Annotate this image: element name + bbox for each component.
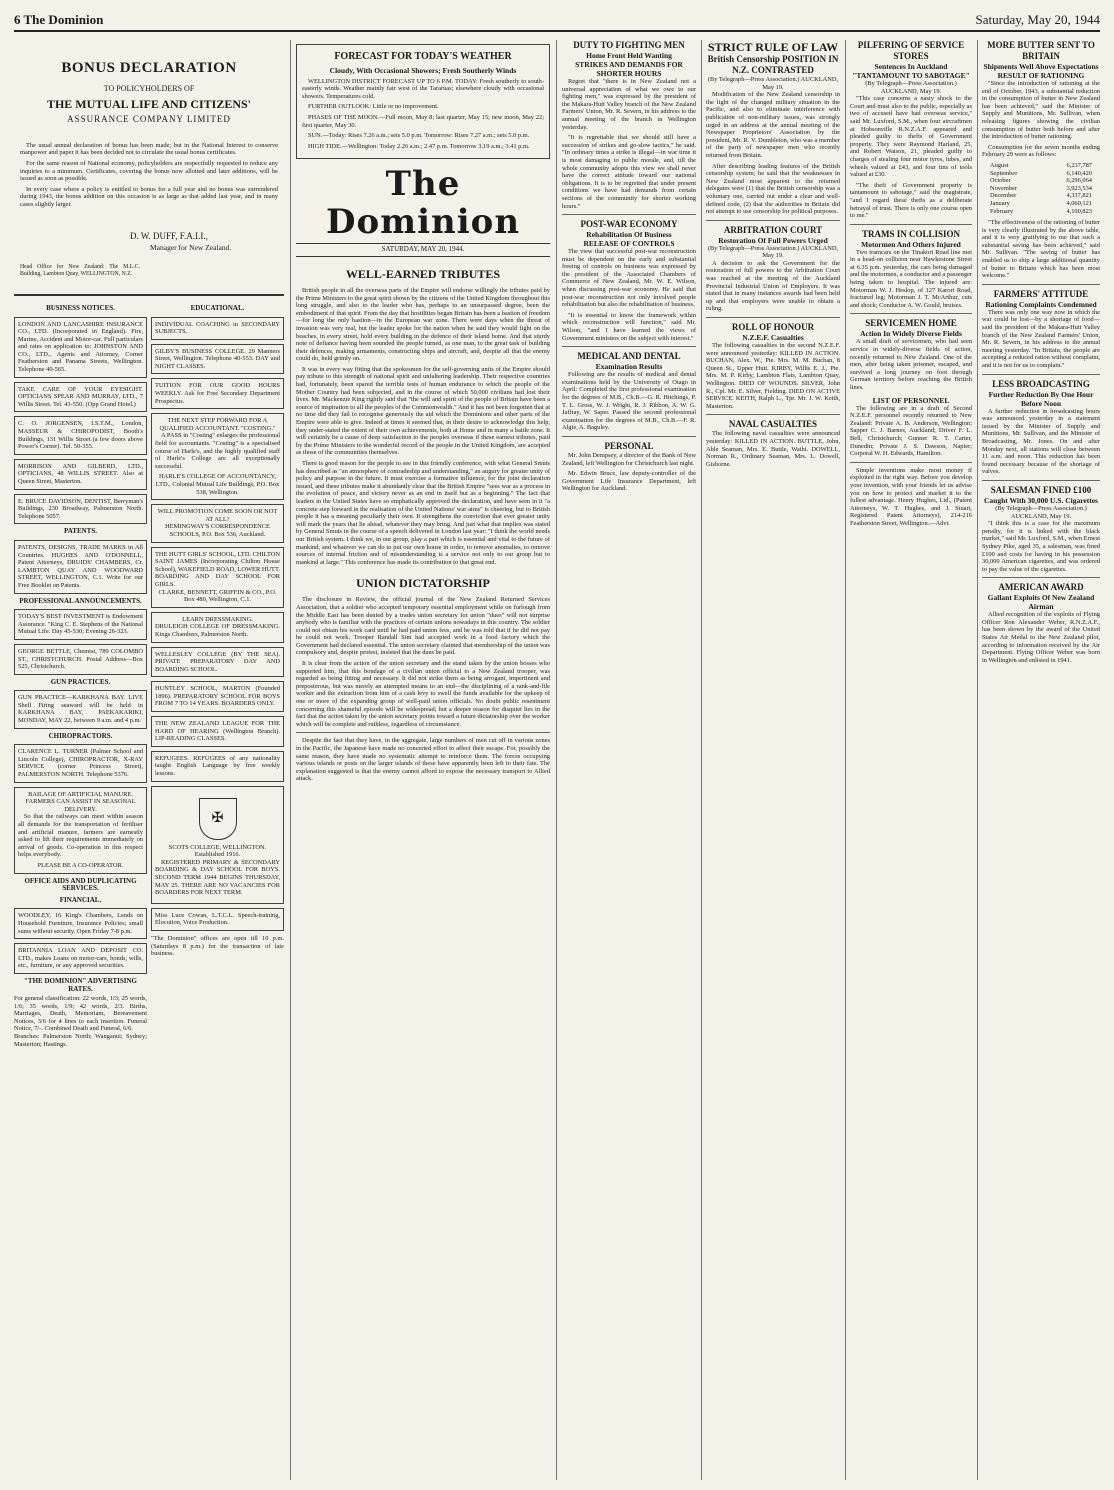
cooperate-text: PLEASE BE A CO-OPERATOR.: [37, 861, 124, 869]
butter-sub2: RESULT OF RATIONING: [997, 71, 1085, 80]
table-row: October 6,296,064: [990, 177, 1092, 185]
service-title: SERVICEMEN HOME: [865, 318, 957, 329]
medical-p1: Following are the results of medical and dental examinations held by the University of Otago in April: Completed the first professional examination for the degrees of M.B., Ch.B.—G. R. Hitchings, P. T. L. Gross, W. J. Wright, R. J. Ribbon, A. W. G. Jaffray, W. Saper. Passed the second professional examination for the degrees of M.B., Ch.B.—F. R. Algie, A. Baguley.: [562, 371, 696, 432]
clarke-text: CLARKE, BENNETT, GRIFFIN & CO., P.O. Box 480, Wellington, C.1.: [158, 588, 277, 604]
table-row: December 4,337,821: [990, 192, 1092, 200]
hard-hearing-ad: THE NEW ZEALAND LEAGUE FOR THE HARD OF HEARING (Wellington Branch). LIP-READING CLASSES.: [151, 716, 284, 747]
farmers-sub: Rationing Complaints Condemned: [985, 299, 1097, 309]
naval-title: NAVAL CASUALTIES: [728, 419, 818, 430]
lancashire-ad: LONDON AND LANCASHIRE INSURANCE CO., LTD. (Incorporated in England). Fire, Marine, Accident and Motor-car. Full particulars and rates on application to: JOHNSTON AND CO., LTD., Agents and Attorney, Corner Featherston and Panama Streets, Wellington. Telephone 40-565.: [14, 317, 147, 378]
pilfer-p2: "The theft of Government property is tantamount to sabotage," said the magistrate, "and I regard these thefts as a deliberate betrayal of trust. There is only one course open to me.": [850, 181, 972, 220]
scots-text: REGISTERED PRIMARY & SECONDARY BOARDING & DAY SCHOOL FOR BOYS. SECOND TERM 1944 BEGINS THURSDAY, MAY 25. THERE ARE NO VACANCIES FOR BOARDERS FOR NEXT TERM.: [155, 858, 280, 897]
weather-box: [296, 44, 550, 159]
weather-district: WELLINGTON DISTRICT FORECAST UP TO 6 P.M. TODAY: Fresh southerly to south-easterly winds. Weather mainly fair west of the Tararuas; elsewhere cloudy with occasional showers. Temperatures cold.: [302, 77, 544, 100]
woodley-ad: WOODLEY, 16 King's Chambers, Lends on Household Furniture, Insurance Policies; small sums without security. Open Friday 7-8 p.m.: [14, 908, 147, 939]
harle-text: HARLE'S COLLEGE OF ACCOUNTANCY, LTD., Colonial Mutual Life Buildings, P.O. Box 538, Wellington.: [155, 473, 280, 496]
classified-col-left: [14, 301, 147, 1048]
table-row: August 6,237,787: [990, 161, 1092, 169]
postwar-p2: "It is essential to know the framework within which reconstruction will function," said Mr. Wilson, "and I have learned the views of Government ministers on the subject with interest.": [562, 311, 696, 342]
manure-title: BAILAGE OF ARTIFICIAL MANURE. FARMERS CAN ASSIST IN SEASONAL DELIVERY.: [25, 790, 136, 813]
professional-heading: PROFESSIONAL ANNOUNCEMENTS.: [19, 596, 142, 605]
bonus-company2: ASSURANCE COMPANY LIMITED: [67, 114, 231, 125]
pilfer-title: PILFERING OF SERVICE STORES: [857, 40, 965, 61]
druleigh-text: DRULEIGH COLLEGE OF DRESSMAKING. Kings Chambers, Palmerston North.: [155, 623, 280, 638]
butter-table: [990, 162, 1092, 215]
learn-title: LEARN DRESSMAKING.: [182, 615, 253, 623]
refugees-ad: REFUGEES. REFUGEES of any nationality taught English Language by free weekly lessons.: [151, 751, 284, 782]
masthead: [14, 8, 1100, 32]
hemingway-text: HEMINGWAY'S CORRESPONDENCE SCHOOLS, P.O. Box 536, Auckland.: [165, 523, 270, 538]
duty-p2: "It is regrettable that we should still have a succession of strikes and go-slow tactics," he said. "In ordinary times a strike is illegal—in war time it is most damaging to public morale, and, till the whole community adopts this view we shall never have the correct attitude toward our national obligations. It is to be regretted that under present conditions we have had demands from certain sections of the community for shorter working hours.": [562, 134, 696, 210]
weather-moon: PHASES OF THE MOON.—Full moon, May 8; last quarter, May 15; new moon, May 22; first quarter, May 30.: [302, 113, 544, 129]
farmers-p1: There was only one way now in which the war could be lost—by a shortage of food—said the president of the Makara-Hutt Valley branch of the New Zealand Farmers' Union, Mr. R. Severn, in his address to the annual meeting yesterday. "In Britain, the people are accepting a reduced ration without complaint, and it is not for us to complain.": [982, 308, 1100, 369]
arb-sub: Restoration Of Full Powers Urged: [718, 235, 828, 245]
bonus-para2: For the same reason of National economy, policyholders are respectfully requested to reduce any inquiries to a minimum. Certificates, covering the bonus now allotted and later additions, will be issued as soon as possible.: [20, 159, 278, 183]
classified-grid: [14, 301, 284, 1048]
editorial2-p2: It is clear from the action of the union secretary and the stand taken by the union bosses who supported him, that this bondage of a civilian union official to a New Zealand trooper, was regarded as being fitting and necessary. It did not strike them as being arrogant, impertinent and preposterous, but was merely an attempted means to an end—the disciplining of a rank-and-file worker and the extraction from him of a cash levy to swell the funds available for the upkeep of one or more of the expanding group of well-paid union officials. No doubt public resentment concerning this shameful episode will be widespread; but a deeper reason for disquiet lies in the fact that the action taken by the union secretary points toward a future dictatorship over the worker which will be complete and ruthless, regardless of circumstance.: [296, 660, 550, 728]
pilfer-p1: "This case concerns a nasty shock to the Court and must also to the public, especially as two of accused have had overseas service," said Mr. Luxford, S.M., when four aircraftmen at Hobsonville R.N.Z.A.F. appeared and pleaded guilty to thefts of Government property. They were Raymond Harland, 25, and Robert Watson, 21, pleaded guilty to charges of stealing four motor tyres, tubes, and wheels valued at £43, and four tins of tools valued at £30.: [850, 95, 972, 179]
chiropractors-heading: CHIROPRACTORS.: [48, 731, 113, 740]
strict-by: (By Telegraph—Press Association.) AUCKLAND, May 19.: [707, 76, 839, 91]
service-p1: A small draft of servicemen, who had seen service in widely-diverse fields of action, recently returned to New Zealand. One of the men, after being taken prisoner, escaped, and survived a long journey on foot through German territory before reaching the British lines.: [850, 338, 972, 391]
editorial1-title: WELL-EARNED TRIBUTES: [345, 266, 501, 281]
naval-p1: The following naval casualties were announced yesterday: KILLED IN ACTION. BUTTLE, John, Able Seaman, Mrs. E. Buttle, Waihi. DOWELL, Norman R., Ordinary Seaman, Mrs. L. Dowell, Gisborne.: [706, 430, 840, 468]
column-news-6: [982, 40, 1100, 1480]
weather-tide: HIGH TIDE.—Wellington: Today 2.26 a.m.; 2.47 p.m. Tomorrow 3.19 a.m.; 3.41 p.m.: [308, 142, 530, 150]
butter-sub: Shipments Well Above Expectations: [983, 62, 1099, 71]
strict-p2: After describing leading features of the British censorship system, he said that the weaknesses in New Zealand most apparent to the returned delegates were (1) that the British censorship was a voluntary one, carried out under a clear and well-defined code, (2) that the authorities in Britain did not attempt to use censorship for political purposes.: [706, 162, 840, 216]
hutt-text: THE HUTT GIRLS' SCHOOL, LTD. CHILTON SAINT JAMES (Incorporating Chilton House School), WAKEFIELD ROAD, LOWER HUTT. BOARDING AND DAY SCHOOL FOR GIRLS.: [155, 550, 280, 588]
promotion-ad: [151, 504, 284, 542]
newspaper-banner: The Dominion: [325, 164, 521, 243]
office-footer: "The Dominion" offices are open till 10 p.m. (Saturdays 8 p.m.) for the transaction of late business.: [151, 934, 284, 958]
educational-heading: EDUCATIONAL.: [190, 303, 245, 312]
weather-title: FORECAST FOR TODAY'S WEATHER: [334, 51, 512, 62]
column-editorial: [296, 40, 550, 1480]
gun-heading: GUN PRACTICES.: [50, 677, 111, 686]
lessb-sub: Further Reduction By One Hour Before Noon: [988, 389, 1094, 408]
arb-p1: A decision to ask the Government for the restoration of full powers to the Arbitration Court was reached at the meeting of the Auckland Provincial Industrial Union of Employers. It was stated that in many instances awards had been held up and that employers were unable to obtain a ruling.: [706, 259, 840, 313]
editorial1-p1: British people in all the overseas parts of the Empire will endorse willingly the tributes paid by the Prime Ministers to the great spirit shown by the citizens of the United Kingdom throughout this long struggle, and also to the leader who has, perhaps to an unsurpassed degree, been the embodiment of that spirit. From the day that hostilities began Britain has been a bastion of freedom—for long the only bastion—in the European war zone. There were days when the threat of invasion was very real, but the leader spoke for the nation when he said they would fight on the beaches, in every street, hold every building in the defence of their island home. And that sturdy note of defiance having been sounded the people turned, as one man, to the great task of building their defences, making armaments, constructing ships and aircraft, and, despite all that the enemy could do, held grimly on.: [296, 286, 550, 363]
butter-p2: "The effectiveness of the rationing of butter is very clearly illustrated by the above table, and it is very gratifying to me that such a substantial saving has been achieved," said Mr. Sullivan. "The saving of butter has enabled us to ship a large additional quantity of butter to Britain which has been most welcome.": [982, 219, 1100, 280]
jorgensen-ad: C. O. JORGENSEN, I.S.T.M., London, MASSEUR & CHIROPODIST, Booth's Buildings, 131 Willis Street (a few doors above Power's Corner). Tel. 50-355.: [14, 416, 147, 454]
editorial1-p3: There is good reason for the people to see in this friendly conference, with what General Smuts has described as "an atmosphere of comradeship and understanding," an augury for greater unity of policy and purpose in the future. It must exercise a formative influence, for the joint declaration issued, and these tributes make it abundantly clear that the British Empire "sees war as a process in the evolution of peace, and victory never as an end in itself but as a beginning." The fact that leaders in the United States have so emphatically approved the declaration, and have seen in it "a concrete step forward in the realisation of the United Nations' war aims" is cheering, but to British people it has a meaning peculiarly their own. It strengthens the conviction that ever greater unity will mark the years that lie ahead, whatever they may bring. And just what that implies was stated by General Smuts in the course of a speech delivered in London last year: "I think the world needs our British system. I think we, in our group, play a part which is essential and vital to the future of mankind, and whatever we can do to put our own house in order, to remove anomalies, to remove sources of internal friction and of misunderstanding is a service not only to our group but to mankind at large." This conference has made its contribution to that great end.: [296, 460, 550, 566]
roll-title: ROLL OF HONOUR: [731, 322, 815, 333]
gilby-ad: GILBY'S BUSINESS COLLEGE. 29 Manners Street, Wellington. Telephone 40-553. DAY and NIGHT CLASSES.: [151, 344, 284, 375]
weather-sub: Cloudy, With Occasional Showers; Fresh Southerly Winds: [329, 66, 517, 75]
dressmaking-ad: [151, 612, 284, 643]
morrison-ad: MORRISON AND GILBERD, LTD., OPTICIANS, 48 WILLIS STREET. Also at Queen Street, Masterton.: [14, 459, 147, 490]
bonus-para1: The usual annual declaration of bonus has been made; but in the National Interest to conserve manpower and paper it has been decided not to circulate the usual bonus certificates.: [20, 141, 278, 157]
manure-ad: [14, 787, 147, 874]
next-step-ad: [151, 413, 284, 500]
weather-outlook: FURTHER OUTLOOK: Little or no improvement.: [308, 103, 439, 111]
butter-p1: "Since the introduction of rationing at the end of October, 1943, a substantial reduction in the consumption of butter in New Zealand has been achieved," said the Minister of Supply and Munitions, Mr. Sullivan, when releasing figures showing the civilian consumption of butter both before and after the introduction of butter rationing.: [982, 80, 1100, 141]
tuition-ad: TUITION FOR OUR GOOD HOURS WEEKLY. Ask for Free Secondary Department Prospectus.: [151, 378, 284, 409]
wellesley-ad: WELLESLEY COLLEGE (BY THE SEA). PRIVATE PREPARATORY DAY AND BOARDING SCHOOL.: [151, 647, 284, 678]
sales-by: (By Telegraph—Press Association.) AUCKLAND, May 19.: [995, 504, 1087, 520]
turner-ad: CLARENCE L. TURNER (Palmer School and Lincoln College), CHIROPRACTOR, X-RAY SERVICE (corner Princess Street), PALMERSTON NORTH. Telephone 5376.: [14, 744, 147, 782]
pilfer-by: (By Telegraph—Press Association.) AUCKLAND, May 19.: [865, 80, 957, 95]
ad-rates-heading: "THE DOMINION" ADVERTISING RATES.: [24, 976, 137, 993]
farmers-title: FARMERS' ATTITUDE: [993, 288, 1089, 299]
personal-title: PERSONAL: [604, 440, 654, 451]
gun-ad: GUN PRACTICE—KARKHANA BAY. LIVE Shell Firing seaward will be held in KARKHANA BAY, PAEKAKARIKI, MONDAY, MAY 22, between 9 a.m. and 4 p.m.: [14, 690, 147, 728]
office-aids-heading: OFFICE AIDS AND DUPLICATING SERVICES.: [24, 876, 137, 893]
column-news-4: [706, 40, 840, 1480]
weather-sun: SUN.—Today: Rises 7.26 a.m.; sets 5.0 p.m. Tomorrow: Rises 7.27 a.m.; sets 5.0 p.m.: [308, 132, 530, 140]
lessb-title: LESS BROADCASTING: [992, 378, 1090, 389]
bonus-ad: [14, 40, 284, 289]
trams-p1: Two tramcars on the Tinakori Road line met in a head-on collision near Hawkestone Street at 6.35 p.m. yesterday, the cars being damaged and the motormen, a conductor and a passenger being taken to hospital. The injured are: Motorman W. J. Heslop, of 127 Karori Road, fractured leg; Motorman J. T. McArthur, cuts and shock; Conductor A. W. Gould, bruises.: [850, 248, 972, 309]
duty-p1: Regret that "there is in New Zealand not a universal appreciation of what we owe to our fighting men," was expressed by the president of the Makara-Hutt Valley branch of the New Zealand Farmers' Union, Mr. R. Severn, in his address to the annual meeting of the branch in Wellington yesterday.: [562, 78, 696, 131]
editorial-dateline: SATURDAY, MAY 20, 1944.: [296, 243, 550, 257]
davidson-ad: E. BRUCE DAVIDSON, DENTIST, Berryman's Buildings, 230 Broadway, Palmerston North. Telephone 5057.: [14, 494, 147, 525]
table-row: November 3,923,534: [990, 184, 1092, 192]
patents-ad: PATENTS, DESIGNS, TRADE MARKS in All Countries. HUGHES AND O'DONNELL, Patent Attorneys, DRUIDS' CHAMBERS, Cr. LAMBTON QUAY AND WOODWARD STREET, WELLINGTON, C.1. Write for our Free Booklet on Patents.: [14, 540, 147, 594]
postwar-title: POST-WAR ECONOMY: [580, 219, 678, 230]
strict-title: STRICT RULE OF LAW: [707, 40, 839, 54]
branches-text: Branches: Palmerston North; Wanganui; Sydney; Masterton; Hastings.: [14, 1033, 147, 1048]
bonus-office: Head Office for New Zealand: The M.L.C. Building, Lambton Quay, WELLINGTON, N.Z.: [20, 263, 140, 278]
individual-ad: INDIVIDUAL COACHING in SECONDARY SUBJECTS.: [151, 317, 284, 340]
amer-title: AMERICAN AWARD: [998, 582, 1084, 593]
bonus-signer-title: Manager for New Zealand.: [150, 243, 232, 253]
scots-ad: [151, 786, 284, 904]
editorial2-title: UNION DICTATORSHIP: [356, 576, 490, 591]
bonus-sub: TO POLICYHOLDERS OF: [103, 84, 195, 93]
scots-title: SCOTS COLLEGE, WELLINGTON. Established 1916.: [168, 843, 267, 859]
strict-sub: British Censorship POSITION IN N.Z. CONTRASTED: [707, 54, 839, 75]
pilfer-sub2: "TANTAMOUNT TO SABOTAGE": [852, 71, 970, 80]
table-row: January 4,060,121: [990, 199, 1092, 207]
trams-sub: Motormen And Others Injured: [861, 239, 961, 249]
bonus-signer: D. W. DUFF, F.A.I.I.,: [130, 230, 208, 241]
list-p1: The following are in a draft of Second N.Z.E.F. personnel recently returned to New Zealand: Private A. B. Anderson, Wellington; Sapper C. J. Barnes, Auckland; Driver F. L. Bell, Christchurch; Gunner R. T. Carter, Dunedin; Private J. S. Dawson, Napier; Corporal W. H. Edwards, Hamilton.: [850, 404, 972, 458]
promotion-title: WILL PROMOTION COME SOON OR NOT AT ALL?: [157, 508, 278, 523]
costing-text: A PASS in "Costing" enlarges the professional field for accountants. "Costing" is a specialised course of Harle's, and the highly qualified staff of Harle's College are all exceptionally successful.: [155, 432, 280, 470]
duty-sub2: STRIKES AND DEMANDS FOR SHORTER HOURS: [575, 60, 683, 78]
butter-table-head: Consumption for the seven months ending February 29 were as follows:: [982, 143, 1100, 159]
eyesight-ad: TAKE CARE OF YOUR EYESIGHT. OPTICIANS SPEAR AND MURRAY, LTD., 7 Willis Street. Tel. 43-550. (Opp Grand Hotel.): [14, 382, 147, 413]
speech-ad: Miss Luce Cowan, L.T.C.L. Speech-training, Elocution, Voice Production.: [151, 908, 284, 931]
table-row: September 6,140,420: [990, 169, 1092, 177]
huntley-ad: HUNTLEY SCHOOL, MARTON (Founded 1896). PREPARATORY SCHOOL FOR BOYS FROM 7 TO 14 YEARS. BOARDERS ONLY.: [151, 681, 284, 712]
reading-p1: Simple inventions make most money if exploited in the right way. Before you develop your invention, with your friends let us advise you on how to protect and market it to the fullest advantage. Henry Hughes, Ltd., (Patent Attorneys, W. T. Hughes, and J. Stuart, Registered Patent Attorneys), 214-216 Featherston Street, Wellington.—Advt.: [850, 466, 972, 527]
hutt-ad: [151, 547, 284, 608]
strict-p1: Modification of the New Zealand censorship in the light of the changed military situation in the Pacific, and also to eliminate interference with publication of non-military issues, was strongly urged in an address at the annual meeting of the Newspaper Proprietors' Association by the president, Mr. R. V. Dumbleton, who was a member of the party of newspaper men who recently returned from Britain.: [706, 91, 840, 159]
classified-col-right: [151, 301, 284, 1048]
amer-sub: Gallant Exploits Of New Zealand Airman: [987, 593, 1095, 612]
postwar-p1: The view that successful post-war reconstruction must be dependent on the early and substantial freeing of controls on business was expressed by the president of the Associated Chambers of Commerce of New Zealand, Mr. W. E. Wilson, when discussing post-war economy. He said that post-war reconstruction not only involved people rehabilitation but also the rehabilitation of business.: [562, 248, 696, 309]
column-news-5: [850, 40, 972, 1480]
editorial2-p3: Despite the fact that they have, in the aggregate, large numbers of men cut off in various zones in the Pacific, the Japanese have made no concerted effort to affect their escape. For, possibly the same reason, they have made no systematic attempt to reinforce them. The forces occupying various islands or posts on the larger islands of these have apparently been left to their fate. The explanation suggested is that the enemy cannot afford to expose the necessary transport to Allied attack.: [296, 737, 550, 783]
page-date: Saturday, May 20, 1944: [975, 12, 1100, 27]
duty-title: DUTY TO FIGHTING MEN: [573, 40, 685, 50]
bonus-title: BONUS DECLARATION: [61, 60, 237, 76]
editorial1-p2: It was in every way fitting that the spokesmen for the self-governing units of the Empire should pay tribute to this strength of national spirit and unfaltering leadership. Their respective countries had, fortunately, been spared the terrible tests of human endurance to which the people of the Mother Country had been subjected, and in the course of which 50,000 civilians had lost their lives. Mr. Mackenzie King rightly said that "the will and spirit of the people of Britain have been a source of inspiration to all the peoples of the Commonwealth." And it has not been forgotten that at no time did they fail to recognise generously the aid which the Dominions and other parts of the Empire were able to give. Indeed at times it seemed that, in their desire to acknowledge this help, they under-stated the extent of their own achievements, both at Home and in many a battle zone. It will certainly be a cause of deep satisfaction to the peoples overseas if these earnest tributes, paid by the Prime Ministers to the wonderful record of the people in the United Kingdom, are accepted as those of the communities themselves.: [296, 365, 550, 457]
personal-p2: Mr. Edwin Bruce, law deputy-controller of the Government Life Insurance Department, left Wellington for Auckland.: [562, 470, 696, 493]
table-row: February 4,100,823: [990, 207, 1092, 215]
personal-p1: Mr. John Dempsey, a director of the Bank of New Zealand, left Wellington for Christchurch last night.: [562, 451, 696, 467]
sales-sub: Caught With 30,000 U.S. Cigarettes: [984, 495, 1098, 505]
lessb-p1: A further reduction in broadcasting hours was announced yesterday in a statement issued by the Minister of Supply and Munitions, Mr. Sullivan, and the Minister of Broadcasting, Mr. Jones. On and after Monday next, all stations will close between 11 a.m. and noon. This reduction has been found necessary because of the shortage of valves.: [982, 407, 1100, 476]
roll-sub: N.Z.E.F. Casualties: [742, 333, 804, 343]
amer-p1: Allied recognition of the exploits of Flying Officer Ron Alexander Weber, R.N.Z.A.F., has been shown by the award of the United States Air Medal to the New Zealand pilot, according to information received by the Air Department. Flying Officer Weber was born in Wellington and enlisted in 1941.: [982, 611, 1100, 664]
business-notices-heading: BUSINESS NOTICES.: [46, 303, 115, 312]
service-sub: Action In Widely Diverse Fields: [860, 329, 962, 339]
list-title: LIST OF PERSONNEL: [872, 395, 950, 405]
bonus-company: THE MUTUAL LIFE AND CITIZENS': [46, 96, 252, 111]
butter-title: MORE BUTTER SENT TO BRITAIN: [987, 40, 1095, 61]
sales-title: SALESMAN FINED £100: [990, 484, 1092, 495]
roll-p1: The following casualties in the second N.Z.E.F. were announced yesterday: KILLED IN ACTION. BUCHAN, Alex. W., Pte. Mrs. M. M. Buchan, 8 Queen St., Upper Hutt. KIRBY, Willis E. J., Pte. Mrs. M. P. Kirby, Lambton Flats, Lambton Quay, Wellington. DIED OF WOUNDS. SILVER, John R., Cpl. Mr. E. Silver, Fielding. DIED ON ACTIVE SERVICE. KEITH, Ralph L., Tpr. Mr. J. W. Keith, Masterton.: [706, 342, 840, 410]
investment-ad: TODAY'S BEST INVESTMENT is Endowment Assurance. "King C. E. Stephens of the National Mutual Life. Day 45-530; Evening 26-323.: [14, 609, 147, 640]
duty-sub: Home Front Held Wanting: [586, 51, 672, 60]
ad-rates-text: For general classification: 22 words, 1/3; 25 words, 1/6; 35 words, 1/9; 42 words, 2/3. Births, Marriages, Death, Memoriam, Bereavement Notices, 3/6 for 4 lines to each insertion. Funeral Notice, 7/-. Combined Death and Funeral, 6/6.: [14, 995, 147, 1033]
column-classifieds: [14, 40, 284, 1480]
bettle-ad: GEORGE BETTLE, Chemist, 789 COLOMBO ST., CHRISTCHURCH. Postal Address—Box 525, Christchurch.: [14, 644, 147, 675]
arb-by: (By Telegraph—Press Association.) AUCKLAND, May 19.: [707, 244, 839, 260]
medical-sub: Examination Results: [595, 362, 663, 372]
page-label: 6 The Dominion: [14, 12, 104, 27]
patents-heading: PATENTS.: [64, 527, 97, 536]
arb-title: ARBITRATION COURT: [723, 224, 823, 235]
manure-text: So that the railways can meet within season all demands for the transportation of fertiliser and artificial manure, farmers are earnestly asked to lift their requirements immediately on arrival of goods. Co-operation in this respect helps everybody.: [18, 813, 143, 859]
pilfer-sub: Sentences In Auckland: [874, 62, 948, 71]
sales-p1: "I think this is a case for the maximum penalty, for it is linked with the black market," said Mr. Luxford, S.M., when Ernest Sydney Pike, aged 35, a salesman, was fined £100 and costs for having in his possession 30,000 American cigarettes, and was ordered to pay the value of the cigarettes.: [982, 520, 1100, 573]
next-step-title: THE NEXT STEP FORWARD FOR A QUALIFIED ACCOUNTANT. "COSTING.": [159, 417, 276, 432]
column-news-3: [562, 40, 696, 1480]
editorial2-p1: The disclosure in Review, the official journal of the New Zealand Returned Services Association, that a soldier who accepted temporary essential employment while on furlough from the Middle East has been denied by a trades union secretary for union "dues" will not surprise anybody who is familiar with the practices of certain unions nowadays in this country. The soldier could not obtain his work card until he had paid union fees, and he was told that if he did not pay he could not work. Trooper Randall Sim had accepted work in a food factory which the Government had declared essential. The union secretary claimed that membership of the union was compulsory and, despite protest, insisted that the dues be paid.: [296, 596, 550, 657]
britannia-ad: BRITANNIA LOAN AND DEPOSIT CO. LTD., makes Loans on motor-cars, bonds, wills, etc., furniture, or any approved securities.: [14, 943, 147, 974]
medical-title: MEDICAL AND DENTAL: [577, 351, 681, 362]
crest-icon: ✠: [199, 798, 237, 840]
postwar-sub2: RELEASE OF CONTROLS: [583, 239, 675, 249]
financial-heading: FINANCIAL.: [59, 895, 102, 904]
bonus-para3: In every case where a policy is entitled to bonus for a full year and no bonus was surrendered during 1943, the bonus addition on this occasion is as large as that added last year, and in many cases slightly larger.: [20, 185, 278, 208]
postwar-sub: Rehabilitation Of Business: [586, 230, 672, 240]
trams-title: TRAMS IN COLLISION: [861, 228, 961, 239]
